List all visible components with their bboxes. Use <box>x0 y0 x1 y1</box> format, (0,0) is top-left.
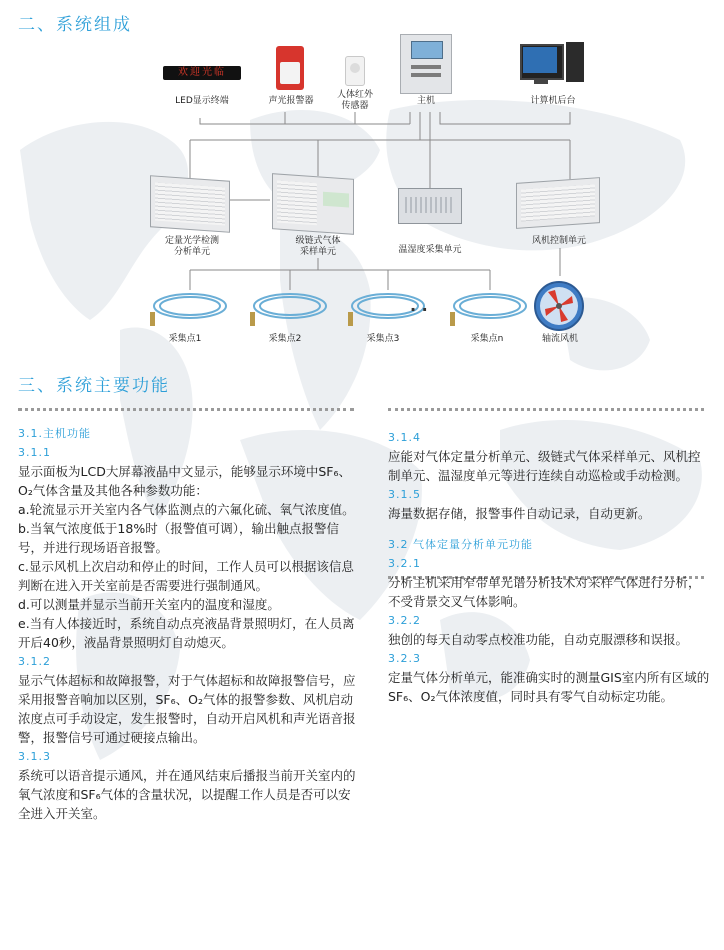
paragraph: 海量数据存储，报警事件自动记录，自动更新。 <box>388 506 651 521</box>
paragraph: 分析主机采用窄带单光谱分析技术对采样气体进行分析，不受背景交叉气体影响。 <box>388 575 701 609</box>
paragraph: 定量气体分析单元，能准确实时的测量GIS室内所有区域的SF₆、O₂气体浓度值，同时具有零气自动标定功能。 <box>388 670 710 704</box>
label-alarm: 声光报警器 <box>268 96 314 106</box>
paragraph: 显示气体超标和故障报警，对于气体超标和故障报警信号，应采用报警音响加以区别，SF₆、O₂气体的报警参数、风机启动浓度点可手动设定，发生报警时，自动开启风机和声光语音报警，报警信号可通过硬接点输出。 <box>18 673 356 745</box>
label-led-terminal: LED显示终端 <box>175 96 229 106</box>
section-number: 3.1.4 <box>388 431 421 444</box>
paragraph: e.当有人体接近时，系统自动点亮液晶背景照明灯，在人员离开后40秒，液晶背景照明灯自动熄灭。 <box>18 616 355 650</box>
section-number: 3.1.3 <box>18 750 51 763</box>
section-number: 3.1.5 <box>388 488 421 501</box>
paragraph: a.轮流显示开关室内各气体监测点的六氟化硫、氧气浓度值。 <box>18 502 355 517</box>
led-display-text: 欢迎光临 <box>178 67 226 78</box>
section-title-system-composition: 二、系统组成 <box>18 15 132 35</box>
label-fan-control: 风机控制单元 <box>531 236 586 246</box>
label-point-3: 采集点3 <box>366 334 400 344</box>
section-number: 3.1.主机功能 <box>18 427 91 440</box>
label-quant-analysis: 定量光学检测 分析单元 <box>164 236 219 257</box>
spacer <box>388 523 710 535</box>
ellipsis-dots: · · <box>410 300 428 319</box>
label-host: 主机 <box>416 96 435 106</box>
right-column <box>388 428 710 706</box>
label-computer-backend: 计算机后台 <box>530 96 576 106</box>
paragraph: 显示面板为LCD大屏幕液晶中文显示，能够显示环境中SF₆、O₂气体含量及其他各种参数功能： <box>18 464 351 498</box>
label-point-2: 采集点2 <box>268 334 302 344</box>
section-number: 3.1.2 <box>18 655 51 668</box>
paragraph: d.可以测量并显示当前开关室内的温度和湿度。 <box>18 597 280 612</box>
divider-left <box>18 408 354 411</box>
divider-right <box>388 408 704 411</box>
left-column <box>18 424 358 823</box>
paragraph: b.当氧气浓度低于18%时（报警值可调），输出触点报警信号，并进行现场语音报警。 <box>18 521 339 555</box>
label-point-1: 采集点1 <box>168 334 202 344</box>
paragraph: 系统可以语音提示通风，并在通风结束后播报当前开关室内的氧气浓度和SF₆气体的含量状况，以提醒工作人员是否可以安全进入开关室。 <box>18 768 356 821</box>
axial-fan-icon <box>528 280 590 332</box>
label-axial-fan: 轴流风机 <box>541 334 578 344</box>
section-number: 3.1.1 <box>18 446 51 459</box>
label-temp-humidity: 温湿度采集单元 <box>398 245 462 255</box>
section-number: 3.2.1 <box>388 557 421 570</box>
label-point-n: 采集点n <box>470 334 504 344</box>
label-cascade-sampling: 级链式气体 采样单元 <box>295 236 341 257</box>
section-number: 3.2 气体定量分析单元功能 <box>388 538 533 551</box>
section-title-main-functions: 三、系统主要功能 <box>18 376 170 396</box>
paragraph: c.显示风机上次启动和停止的时间，工作人员可以根据该信息判断在进入开关室前是否需要进行强制通风。 <box>18 559 354 593</box>
paragraph: 独创的每天自动零点校准功能，自动克服漂移和误报。 <box>388 632 689 647</box>
section-number: 3.2.2 <box>388 614 421 627</box>
label-pir-sensor: 人体红外 传感器 <box>336 90 373 111</box>
collection-point-sensors <box>0 0 724 370</box>
paragraph: 应能对气体定量分析单元、级链式气体采样单元、风机控制单元、温湿度单元等进行连续自动巡检或手动检测。 <box>388 449 701 483</box>
section-number: 3.2.3 <box>388 652 421 665</box>
